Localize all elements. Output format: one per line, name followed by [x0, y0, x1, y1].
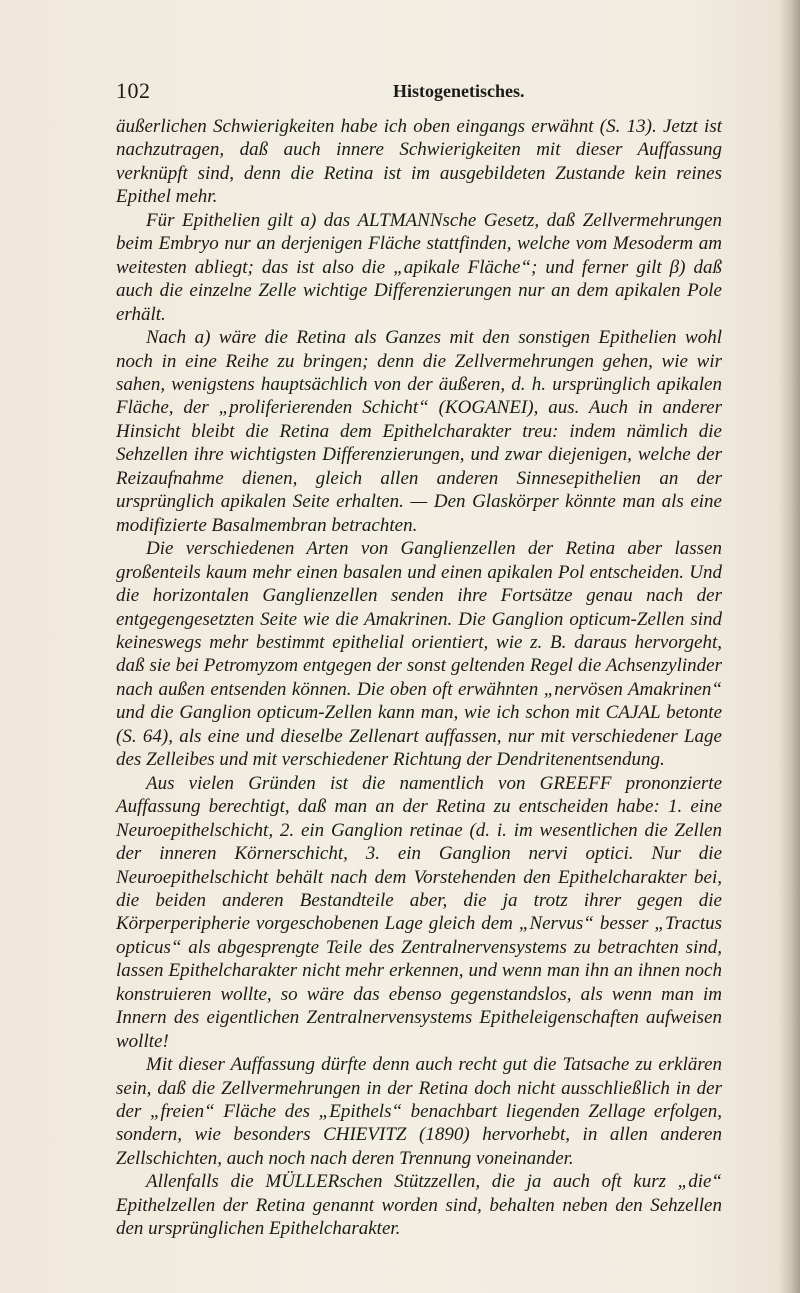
- paragraph: Allenfalls die MÜLLERschen Stützzellen, die ja auch oft kurz „die“ Epithelzellen der Retina genannt worden sind, behalten neben den Sehzellen den ursprünglichen Epithelcharakter.: [116, 1171, 722, 1240]
- page-edge-shadow: [778, 0, 800, 1293]
- paragraph: Nach a) wäre die Retina als Ganzes mit den sonstigen Epithelien wohl noch in eine Reihe zu bringen; denn die Zellvermehrungen gehen, wie wir sahen, wenigstens hauptsächlich von der äußeren, d. h. ursprünglich apikalen Fläche, der „proliferierenden Schicht“ (KOGANEI), aus. Auch in anderer Hinsicht bleibt die Retina dem Epithelcharakter treu: indem nämlich die Sehzellen ihre wichtigsten Differenzierungen, und zwar diejenigen, welche der Reizaufnahme dienen, gleich allen anderen Sinnesepithelien an der ursprünglich apikalen Seite erhalten. — Den Glaskörper könnte man als eine modifizierte Basalmembran betrachten.: [116, 327, 722, 536]
- page-number: 102: [116, 78, 151, 103]
- paragraph: äußerlichen Schwierigkeiten habe ich oben eingangs erwähnt (S. 13). Jetzt ist nachzutragen, daß auch innere Schwierigkeiten mit dieser Auffassung verknüpft sind, denn die Retina ist im ausgebildeten Zustande kein reines Epithel mehr.: [116, 116, 722, 208]
- paragraph: Die verschiedenen Arten von Ganglienzellen der Retina aber lassen großenteils kaum mehr einen basalen und einen apikalen Pol entscheiden. Und die horizontalen Ganglienzellen senden ihre Fortsätze genau nach der entgegengesetzten Seite wie die Amakrinen. Die Ganglion opticum-Zellen sind keineswegs mehr bestimmt epithelial orientiert, wie z. B. daraus hervorgeht, daß sie bei Petromyzom entgegen der sonst geltenden Regel die Achsenzylinder nach außen entsenden können. Die oben oft erwähnten „nervösen Amakrinen“ und die Ganglion opticum-Zellen kann man, wie ich schon mit CAJAL betonte (S. 64), als eine und dieselbe Zellenart auffassen, nur mit verschiedener Lage des Zelleibes und mit verschiedener Richtung der Dendritenentsendung.: [116, 538, 722, 771]
- paragraph: Mit dieser Auffassung dürfte denn auch recht gut die Tatsache zu erklären sein, daß die Zellvermehrungen in der Retina doch nicht ausschließlich in der der „freien“ Fläche des „Epithels“ benachbart liegenden Zellage erfolgen, sondern, wie besonders CHIEVITZ (1890) hervorhebt, in allen anderen Zellschichten, auch noch nach deren Trennung voneinander.: [116, 1054, 722, 1169]
- page-header: [116, 78, 716, 108]
- running-head: Histogenetisches.: [393, 81, 525, 101]
- paragraph: Für Epithelien gilt a) das ALTMANNsche Gesetz, daß Zellvermehrungen beim Embryo nur an derjenigen Fläche stattfinden, welche vom Mesoderm am weitesten abliegt; das ist also die „apikale Fläche“; und ferner gilt β) daß auch die einzelne Zelle wichtige Differenzierungen nur an dem apikalen Pole erhält.: [116, 209, 722, 325]
- body-text: [116, 115, 722, 1241]
- paragraph: Aus vielen Gründen ist die namentlich von GREEFF prononzierte Auffassung berechtigt, daß man an der Retina zu entscheiden habe: 1. eine Neuroepithelschicht, 2. ein Ganglion retinae (d. i. im wesentlichen die Zellen der inneren Körnerschicht, 3. ein Ganglion nervi optici. Nur die Neuroepithelschicht behält nach dem Vorstehenden den Epithelcharakter bei, die beiden anderen Bestandteile aber, die ja trotz ihrer gegen die Körperperipherie vorgeschobenen Lage gleich dem „Nervus“ besser „Tractus opticus“ als abgesprengte Teile des Zentralnervensystems zu betrachten sind, lassen Epithelcharakter nicht mehr erkennen, und wenn man ihn an ihnen noch konstruieren wollte, so wäre das ebenso gegenstandslos, als wenn man im Innern des eigentlichen Zentralnervensystems Epitheleigenschaften aufweisen wollte!: [116, 772, 722, 1052]
